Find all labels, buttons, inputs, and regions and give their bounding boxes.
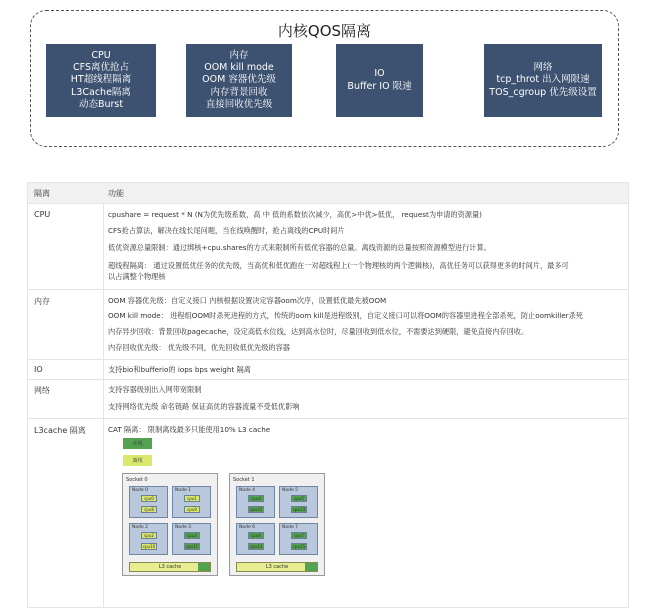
box-line: IO	[374, 68, 385, 80]
socket-1	[229, 473, 325, 576]
node-label: Node 5	[282, 488, 299, 493]
box-line: CPU	[91, 49, 111, 61]
cpu-box: cpu8	[141, 506, 157, 513]
header-isolation: 隔离	[34, 189, 50, 198]
table-row-memory	[28, 289, 628, 360]
l3-cache-label: L3 cache	[265, 564, 289, 570]
content-line: 超线程隔离： 通过设置低优任务的优先级，当高优和低优跑在一对超线程上(一个物理核的两个逻辑核)，高优任务可以获得更多的时间片，最多可	[108, 261, 569, 270]
socket-label: Socket 1	[233, 477, 255, 483]
content-line: CFS抢占算法，解决在线长尾问题，当在线唤醒时，抢占离线的CPU时间片	[108, 226, 345, 235]
cpu-box: cpu4	[248, 495, 264, 502]
box-line: 内存	[229, 49, 249, 61]
cpu-box: cpu7	[291, 532, 307, 539]
box-line: 直接回收优先级	[205, 98, 273, 110]
table-row-io	[28, 359, 628, 380]
content-line: OOM kill mode： 进程组OOM时杀死进程的方式，传统的oom kill是进程级别，自定义接口可以将OOM的容器里进程全部杀死，防止oomkiller杀死	[108, 311, 583, 320]
box-line: tcp_throt 出入网限速	[496, 74, 590, 86]
row-label: L3cache 隔离	[34, 426, 86, 435]
node-label: Node 4	[239, 488, 256, 493]
content-line: 内存异步回收：背景回收pagecache，设定高低水位线，达到高水位时，尽量回收到低水位，不需要达到硬限，避免直接内存回收。	[108, 327, 529, 336]
cpu-box: cpu1	[184, 495, 200, 502]
cpu-box: cpu15	[292, 544, 306, 549]
node-label: Node 3	[175, 525, 192, 530]
content-line: 支持bio和bufferio的 iops bps weight 隔离	[108, 365, 251, 374]
offline-cache-portion	[198, 563, 210, 571]
row-label: 网络	[34, 386, 50, 395]
node-label: Node 1	[175, 488, 192, 493]
box-line: OOM kill mode	[204, 62, 274, 74]
offline-cache-portion	[305, 563, 317, 571]
cpu-box: cpu13	[292, 507, 306, 512]
content-line: 以占满整个物理核	[108, 272, 166, 281]
cpu-box: cpu6	[248, 532, 264, 539]
l3-cache-diagram	[117, 437, 325, 583]
cpu-box: cpu14	[249, 544, 263, 549]
box-line: 动态Burst	[78, 98, 124, 110]
box-line: HT超线程隔离	[70, 74, 132, 86]
table-header-row	[28, 183, 628, 203]
legend-offline: 离线	[123, 455, 152, 466]
node-7	[279, 523, 318, 555]
network-qos-box	[484, 44, 602, 117]
node-label: Node 2	[132, 525, 149, 530]
row-label: 内存	[34, 297, 50, 306]
node-label: Node 7	[282, 525, 299, 530]
content-line: CAT 隔离： 限制离线最多只能使用10% L3 cache	[108, 425, 271, 434]
cpu-box: cpu10	[142, 544, 156, 549]
l3-cache-bar	[129, 562, 211, 572]
cpu-box: cpu0	[141, 495, 157, 502]
node-2	[129, 523, 168, 555]
box-line: 网络	[533, 62, 553, 74]
node-3	[172, 523, 211, 555]
node-label: Node 0	[132, 488, 149, 493]
box-line: OOM 容器优先级	[202, 74, 276, 86]
row-label: IO	[34, 365, 43, 374]
row-content	[108, 364, 624, 378]
node-1	[172, 486, 211, 518]
row-content	[108, 209, 624, 289]
cpu-box: cpu5	[291, 495, 307, 502]
box-line: Buffer IO 限速	[347, 80, 412, 92]
box-line: CFS离优抢占	[73, 62, 129, 74]
table-row-network	[28, 379, 628, 419]
cpu-box: cpu2	[141, 532, 157, 539]
box-line: 内存背景回收	[210, 86, 268, 98]
socket-0	[122, 473, 218, 576]
io-qos-box	[336, 44, 423, 117]
node-0	[129, 486, 168, 518]
header-function: 功能	[108, 189, 124, 198]
content-line: 支持网络优先级 命名链路 保证高优的容器流量不受低优影响	[108, 402, 300, 411]
node-label: Node 6	[239, 525, 256, 530]
node-4	[236, 486, 275, 518]
row-content	[108, 295, 624, 359]
node-5	[279, 486, 318, 518]
l3-cache-label: L3 cache	[158, 564, 182, 570]
content-line: 内存回收优先级： 优先级不同，优先回收低优先级的容器	[108, 343, 290, 352]
row-content	[108, 384, 624, 418]
content-line: cpushare = request * N (N为优先级系数，高 中 低的系数依次减少，高优>中优>低优， request为申请的资源量)	[108, 210, 482, 219]
node-6	[236, 523, 275, 555]
row-content	[108, 424, 624, 438]
cpu-box: cpu9	[184, 506, 200, 513]
content-line: 低优资源总量限制：通过绑核+cpu.shares的方式来限制所有低优容器的总量。离线资源的总量按照资源模型进行计算。	[108, 243, 491, 252]
legend-online: 在线	[123, 438, 152, 449]
l3-cache-bar	[236, 562, 318, 572]
cpu-box: cpu3	[184, 532, 200, 539]
memory-qos-box	[186, 44, 292, 117]
cpu-box: cpu12	[249, 507, 263, 512]
cpu-box: cpu11	[185, 544, 199, 549]
box-line: L3Cache隔离	[71, 86, 131, 98]
diagram-title: 内核QOS隔离	[277, 22, 372, 40]
row-label: CPU	[34, 210, 51, 219]
content-line: OOM 容器优先级：自定义接口 内核根据设置决定容器oom次序，设置低优最先被OOM	[108, 296, 387, 305]
table-row-cpu	[28, 203, 628, 290]
box-line: TOS_cgroup 优先级设置	[489, 86, 597, 98]
socket-label: Socket 0	[126, 477, 148, 483]
content-line: 支持容器级别出入网带宽限制	[108, 385, 202, 394]
cpu-qos-box	[46, 44, 156, 117]
